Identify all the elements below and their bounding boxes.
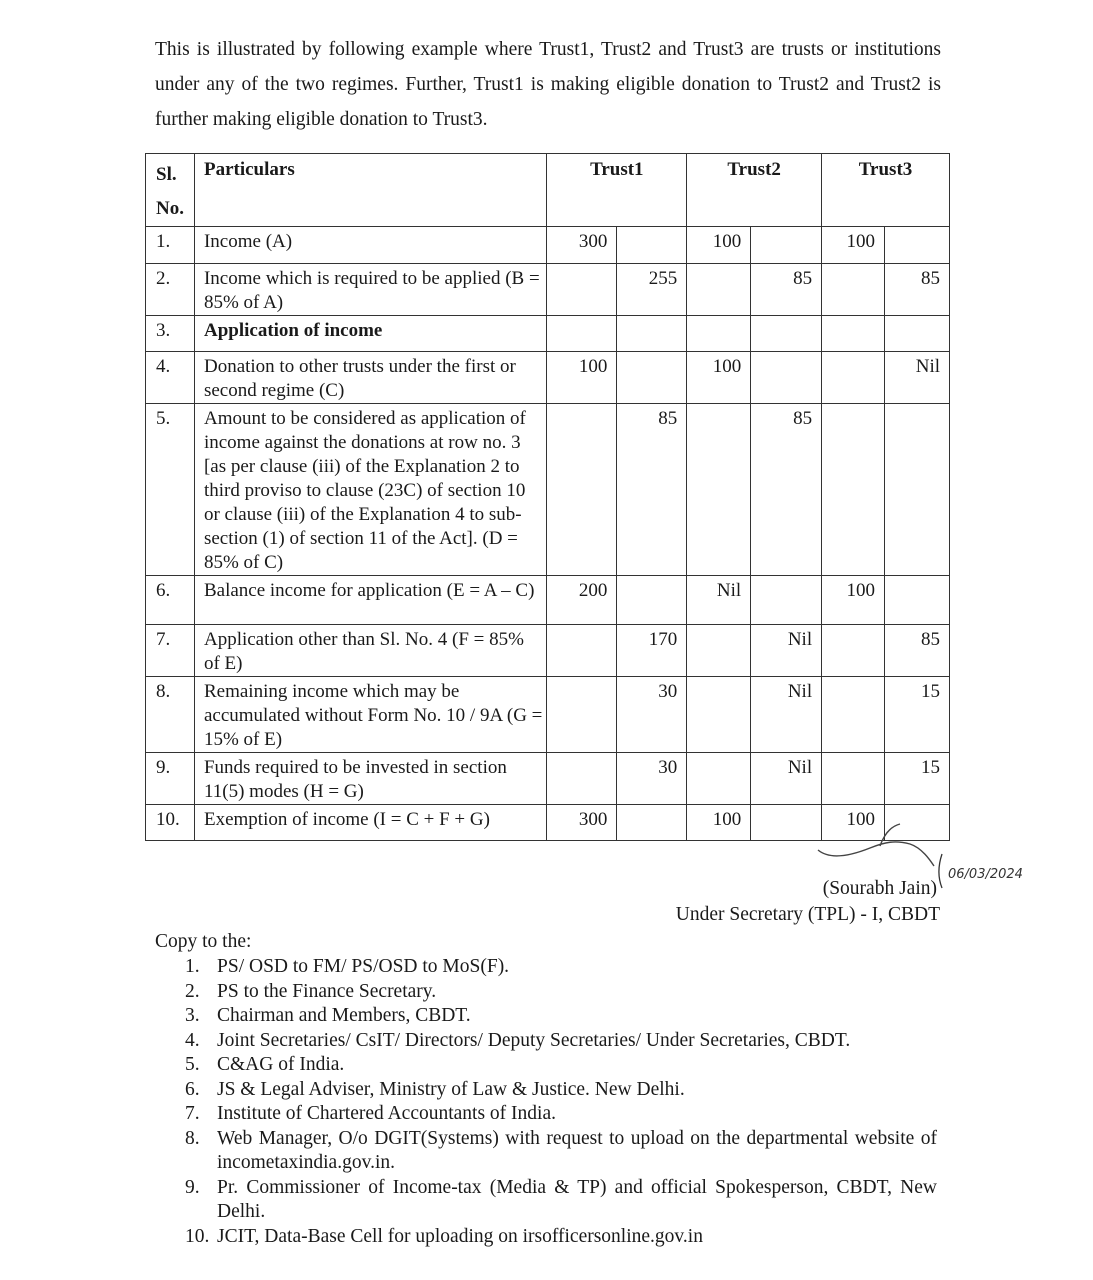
trust3-value-cell: 100 — [822, 576, 885, 625]
row-sl-cell: 9. — [146, 753, 195, 805]
trust2-applied-cell: 85 — [751, 404, 822, 576]
trust3-applied-cell — [885, 576, 950, 625]
trust3-applied-cell: 85 — [885, 625, 950, 677]
list-item-number: 5. — [185, 1054, 200, 1075]
trust1-applied-cell: 85 — [617, 404, 687, 576]
list-item-text: JCIT, Data-Base Cell for uploading on irsofficersonline.gov.in — [217, 1225, 703, 1247]
table-row — [146, 404, 950, 576]
trust1-value-cell — [547, 677, 617, 753]
table-row — [146, 576, 950, 625]
list-item-number: 2. — [185, 980, 200, 1002]
row-sl-cell: 6. — [146, 576, 195, 625]
trust1-applied-cell — [617, 805, 687, 841]
trust2-value-cell — [687, 625, 751, 677]
table-row — [146, 352, 950, 404]
trust1-applied-cell — [617, 316, 687, 352]
row-particulars-cell: Application other than Sl. No. 4 (F = 85% of E) — [194, 625, 546, 677]
row-sl-cell: 4. — [146, 352, 195, 404]
header-sl — [146, 154, 195, 227]
trust2-applied-cell: Nil — [751, 753, 822, 805]
trust3-value-cell — [822, 264, 885, 316]
trust2-applied-cell — [751, 576, 822, 625]
row-sl-cell: 3. — [146, 316, 195, 352]
list-item — [185, 1102, 937, 1127]
trust2-value-cell: 100 — [687, 352, 751, 404]
header-trust3: Trust3 — [822, 154, 950, 227]
table-row — [146, 316, 950, 352]
row-sl-cell: 2. — [146, 264, 195, 316]
list-item — [185, 1053, 937, 1078]
trust1-applied-cell: 255 — [617, 264, 687, 316]
list-item — [185, 1078, 937, 1103]
table-row — [146, 264, 950, 316]
list-item-number: 4. — [185, 1029, 200, 1051]
row-particulars-cell: Exemption of income (I = C + F + G) — [194, 805, 546, 841]
trust2-value-cell — [687, 404, 751, 576]
trust3-applied-cell: 15 — [885, 677, 950, 753]
row-sl-cell: 7. — [146, 625, 195, 677]
list-item — [185, 1176, 937, 1225]
table-body — [146, 227, 950, 841]
trust3-applied-cell — [885, 404, 950, 576]
list-item-text: PS to the Finance Secretary. — [217, 980, 437, 1002]
copy-to-heading: Copy to the: — [155, 931, 252, 952]
list-item — [185, 980, 937, 1005]
trust3-value-cell — [822, 677, 885, 753]
trust3-applied-cell: 15 — [885, 753, 950, 805]
list-item-number: 3. — [185, 1005, 200, 1026]
list-item-text: Pr. Commissioner of Income-tax (Media & TP) and official Spokesperson, CBDT, New Delhi. — [217, 1176, 937, 1222]
list-item-number: 7. — [185, 1103, 200, 1124]
row-sl-cell: 5. — [146, 404, 195, 576]
trust3-applied-cell — [885, 227, 950, 264]
list-item — [185, 1225, 937, 1250]
row-particulars-cell: Income which is required to be applied (B = 85% of A) — [194, 264, 546, 316]
trust1-value-cell — [547, 316, 617, 352]
trust3-applied-cell: 85 — [885, 264, 950, 316]
intro-paragraph: This is illustrated by following example where Trust1, Trust2 and Trust3 are trusts or institutions under any of the two regimes. Further, Trust1 is making eligible donation to Trust2 and Trust2 is further making eligible donation to Trust3. — [155, 39, 941, 130]
list-item-text: Institute of Chartered Accountants of India. — [217, 1103, 556, 1124]
table-row — [146, 753, 950, 805]
header-no-text: No. — [156, 198, 184, 219]
trust1-value-cell — [547, 625, 617, 677]
table-row — [146, 625, 950, 677]
trust1-value-cell: 300 — [547, 805, 617, 841]
trust3-value-cell — [822, 352, 885, 404]
trust2-value-cell: 100 — [687, 805, 751, 841]
date-text: 06/03/2024 — [948, 867, 1023, 882]
table-header-row — [146, 154, 950, 227]
trust1-value-cell — [547, 264, 617, 316]
trust1-applied-cell — [617, 352, 687, 404]
trust1-value-cell — [547, 404, 617, 576]
row-particulars-cell: Funds required to be invested in section 11(5) modes (H = G) — [194, 753, 546, 805]
list-item — [185, 1029, 937, 1054]
trust3-applied-cell — [885, 316, 950, 352]
list-item-text: PS/ OSD to FM/ PS/OSD to MoS(F). — [217, 956, 510, 977]
trust1-value-cell — [547, 753, 617, 805]
trust3-value-cell: 100 — [822, 805, 885, 841]
row-particulars-cell: Donation to other trusts under the first or second regime (C) — [194, 352, 546, 404]
header-sl-text: Sl. — [156, 164, 177, 185]
trust3-value-cell — [822, 404, 885, 576]
trust2-applied-cell: 85 — [751, 264, 822, 316]
list-item — [185, 955, 937, 980]
trust2-value-cell — [687, 316, 751, 352]
trust1-applied-cell: 30 — [617, 677, 687, 753]
list-item-text: C&AG of India. — [217, 1054, 345, 1075]
table-row — [146, 227, 950, 264]
trust2-value-cell: 100 — [687, 227, 751, 264]
list-item-number: 8. — [185, 1127, 200, 1149]
trust2-applied-cell: Nil — [751, 625, 822, 677]
copy-to-list — [185, 955, 937, 1249]
signature-scribble — [810, 820, 940, 870]
trust2-value-cell: Nil — [687, 576, 751, 625]
row-particulars-cell: Income (A) — [194, 227, 546, 264]
trust1-value-cell: 300 — [547, 227, 617, 264]
list-item-number: 9. — [185, 1176, 200, 1198]
trust1-applied-cell: 30 — [617, 753, 687, 805]
trust2-applied-cell — [751, 227, 822, 264]
row-sl-cell: 10. — [146, 805, 195, 841]
signatory-name: (Sourabh Jain) — [822, 878, 937, 899]
trust1-value-cell: 100 — [547, 352, 617, 404]
list-item — [185, 1004, 937, 1029]
trust2-value-cell — [687, 677, 751, 753]
list-item-text: Joint Secretaries/ CsIT/ Directors/ Deputy Secretaries/ Under Secretaries, CBDT. — [217, 1029, 851, 1051]
list-item-text: Web Manager, O/o DGIT(Systems) with request to upload on the departmental website of incometaxindia.gov.in. — [217, 1127, 937, 1173]
list-item-number: 10. — [185, 1225, 210, 1247]
list-item-text: JS & Legal Adviser, Ministry of Law & Justice. New Delhi. — [217, 1078, 685, 1100]
row-sl-cell: 8. — [146, 677, 195, 753]
trust1-value-cell: 200 — [547, 576, 617, 625]
trust3-value-cell — [822, 625, 885, 677]
row-particulars-cell: Remaining income which may be accumulated without Form No. 10 / 9A (G = 15% of E) — [194, 677, 546, 753]
list-item — [185, 1127, 937, 1176]
trust1-applied-cell — [617, 227, 687, 264]
handwritten-date — [938, 848, 1053, 898]
trust3-applied-cell: Nil — [885, 352, 950, 404]
example-table — [145, 153, 950, 841]
trust2-value-cell — [687, 264, 751, 316]
list-item-number: 1. — [185, 956, 200, 977]
list-item-text: Chairman and Members, CBDT. — [217, 1005, 471, 1026]
trust3-value-cell — [822, 316, 885, 352]
trust2-applied-cell — [751, 352, 822, 404]
trust2-applied-cell: Nil — [751, 677, 822, 753]
signatory-title: Under Secretary (TPL) - I, CBDT — [675, 904, 940, 925]
header-trust1: Trust1 — [547, 154, 687, 227]
row-particulars-cell: Amount to be considered as application of income against the donations at row no. 3 [as per clause (iii) of the Explanation 2 to third proviso to clause (23C) of section 10 or clause (iii) of the Explanation 4 to sub-section (1) of section 11 of the Act]. (D = 85% of C) — [194, 404, 546, 576]
trust1-applied-cell: 170 — [617, 625, 687, 677]
row-particulars-cell: Balance income for application (E = A – C) — [194, 576, 546, 625]
header-trust2: Trust2 — [687, 154, 822, 227]
table-row — [146, 677, 950, 753]
header-particulars: Particulars — [194, 154, 546, 227]
row-sl-cell: 1. — [146, 227, 195, 264]
trust1-applied-cell — [617, 576, 687, 625]
row-particulars-cell: Application of income — [194, 316, 546, 352]
list-item-number: 6. — [185, 1078, 200, 1100]
trust2-value-cell — [687, 753, 751, 805]
trust3-value-cell — [822, 753, 885, 805]
trust3-value-cell: 100 — [822, 227, 885, 264]
trust2-applied-cell — [751, 316, 822, 352]
